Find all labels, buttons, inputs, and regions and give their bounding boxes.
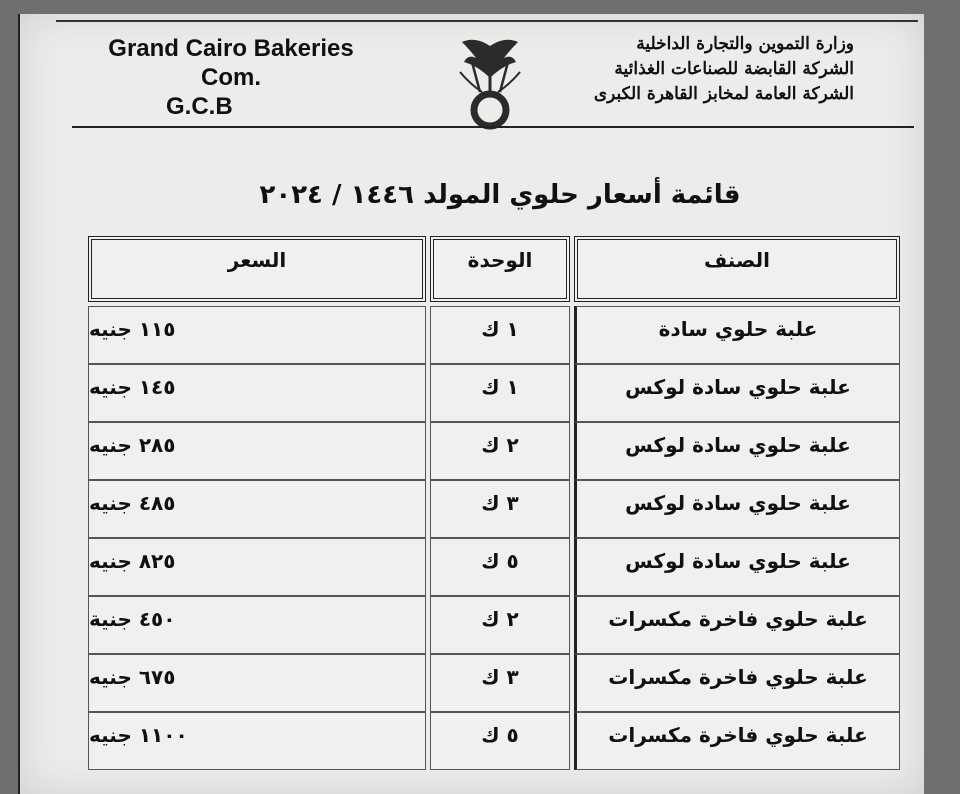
company-name-en-line2: Com. [201,64,261,91]
company-name-arabic [554,32,854,107]
item-cell: علبة حلوي سادة لوكس [574,538,900,596]
bakeries-company-name: الشركة العامة لمخابز القاهرة الكبرى [593,84,854,104]
price-cell: ٤٨٥ جنيه [88,480,426,538]
item-cell: علبة حلوي فاخرة مكسرات [574,712,900,770]
table-row [72,712,900,770]
company-name-en-line1: Grand Cairo Bakeries [108,35,354,62]
table-row [72,480,900,538]
company-abbreviation: G.C.B [166,93,233,120]
price-cell: ١١٠٠ جنيه [88,712,426,770]
header-divider [72,126,914,128]
wheat-lotus-logo-icon [450,32,530,132]
table-row [72,538,900,596]
item-cell: علبة حلوي سادة [574,306,900,364]
price-cell: ٤٥٠ جنية [88,596,426,654]
unit-cell: ٣ ك [430,480,570,538]
holding-company-name: الشركة القابضة للصناعات الغذائية [614,59,854,79]
column-header-unit: الوحدة [430,236,570,302]
price-cell: ١٤٥ جنيه [88,364,426,422]
item-cell: علبة حلوي فاخرة مكسرات [574,654,900,712]
price-cell: ١١٥ جنيه [88,306,426,364]
table-row [72,306,900,364]
price-cell: ٢٨٥ جنيه [88,422,426,480]
column-header-price: السعر [88,236,426,302]
unit-cell: ٥ ك [430,538,570,596]
ministry-name: وزارة التموين والتجارة الداخلية [636,34,854,54]
item-cell: علبة حلوي سادة لوكس [574,422,900,480]
table-row [72,596,900,654]
item-cell: علبة حلوي سادة لوكس [574,480,900,538]
table-row [72,364,900,422]
unit-cell: ٢ ك [430,422,570,480]
item-cell: علبة حلوي فاخرة مكسرات [574,596,900,654]
unit-cell: ١ ك [430,364,570,422]
price-cell: ٦٧٥ جنيه [88,654,426,712]
unit-cell: ٥ ك [430,712,570,770]
unit-cell: ٣ ك [430,654,570,712]
unit-cell: ٢ ك [430,596,570,654]
table-header-row [72,236,900,302]
item-cell: علبة حلوي سادة لوكس [574,364,900,422]
price-table [72,236,900,770]
price-cell: ٨٢٥ جنيه [88,538,426,596]
table-row [72,422,900,480]
unit-cell: ١ ك [430,306,570,364]
price-list-title: قائمة أسعار حلوي المولد ١٤٤٦ / ٢٠٢٤ [259,180,741,210]
column-header-item: الصنف [574,236,900,302]
table-row [72,654,900,712]
company-name-english [86,34,376,121]
price-list-sheet [18,14,924,794]
